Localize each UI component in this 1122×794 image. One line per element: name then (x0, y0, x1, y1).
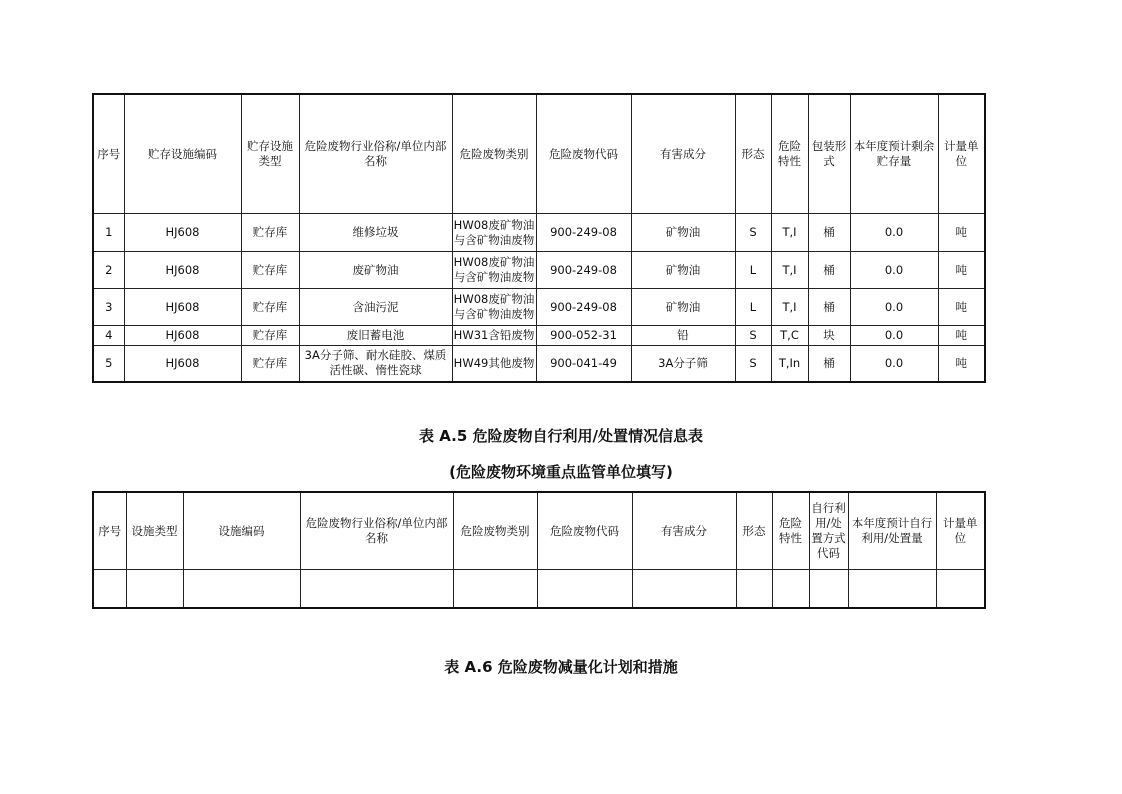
header-cell: 形态 (735, 94, 771, 214)
table-cell (453, 570, 537, 609)
table-cell: 2 (93, 252, 124, 289)
table-cell: HJ608 (124, 289, 241, 326)
table-cell: 3A分子筛 (631, 346, 735, 382)
table-cell: 废矿物油 (299, 252, 452, 289)
header-cell: 贮存设施编码 (124, 94, 241, 214)
table-row (93, 289, 985, 326)
table-cell: HW31含铅废物 (452, 326, 536, 346)
table-row (93, 252, 985, 289)
table-a5-subtitle: (危险废物环境重点监管单位填写) (449, 463, 673, 481)
table-cell: 3A分子筛、耐水硅胶、煤质活性碳、惰性瓷球 (299, 346, 452, 382)
table-cell: T,I (771, 252, 808, 289)
table-cell: HW08废矿物油与含矿物油废物 (452, 252, 536, 289)
table-cell: 3 (93, 289, 124, 326)
header-cell: 危险废物类别 (452, 94, 536, 214)
header-cell: 形态 (736, 492, 772, 570)
table-cell: T,I (771, 214, 808, 252)
table-cell (183, 570, 300, 609)
table-cell: 5 (93, 346, 124, 382)
table-cell: 桶 (808, 252, 850, 289)
header-cell: 设施类型 (126, 492, 183, 570)
table-cell: T,I (771, 289, 808, 326)
table-cell: HJ608 (124, 326, 241, 346)
table-cell: HJ608 (124, 252, 241, 289)
header-cell: 危险废物类别 (453, 492, 537, 570)
table-row (93, 326, 985, 346)
table-row (93, 570, 985, 609)
table-cell: 0.0 (850, 214, 938, 252)
table-cell (93, 570, 126, 609)
table-cell (772, 570, 809, 609)
header-cell: 序号 (93, 94, 124, 214)
table-cell: 0.0 (850, 252, 938, 289)
table-cell: T,In (771, 346, 808, 382)
header-cell: 计量单位 (938, 94, 985, 214)
table-cell: 贮存库 (241, 289, 299, 326)
table-cell: 吨 (938, 214, 985, 252)
table-cell: 桶 (808, 214, 850, 252)
table-cell: 0.0 (850, 289, 938, 326)
header-cell: 贮存设施类型 (241, 94, 299, 214)
header-cell: 计量单位 (936, 492, 985, 570)
table-cell: HJ608 (124, 214, 241, 252)
table-cell: 矿物油 (631, 214, 735, 252)
table-cell: 废旧蓄电池 (299, 326, 452, 346)
header-cell: 有害成分 (631, 94, 735, 214)
table-a5-title: 表 A.5 危险废物自行利用/处置情况信息表 (419, 427, 703, 445)
header-cell: 危险废物行业俗称/单位内部名称 (300, 492, 453, 570)
table-cell: HW49其他废物 (452, 346, 536, 382)
table-cell (848, 570, 936, 609)
table-row (93, 346, 985, 382)
table-cell: 矿物油 (631, 289, 735, 326)
table-cell: L (735, 289, 771, 326)
header-cell: 危险特性 (771, 94, 808, 214)
table-cell: 吨 (938, 346, 985, 382)
table-cell: HW08废矿物油与含矿物油废物 (452, 214, 536, 252)
header-cell: 危险废物代码 (537, 492, 632, 570)
table-cell: 矿物油 (631, 252, 735, 289)
table-cell: 桶 (808, 346, 850, 382)
table-cell: 0.0 (850, 326, 938, 346)
self-disposal-info-table (92, 491, 986, 609)
table-cell (736, 570, 772, 609)
table-cell: 吨 (938, 252, 985, 289)
table-cell: 贮存库 (241, 346, 299, 382)
table-cell: 900-249-08 (536, 214, 631, 252)
table-cell: T,C (771, 326, 808, 346)
header-cell: 本年度预计剩余贮存量 (850, 94, 938, 214)
header-cell: 设施编码 (183, 492, 300, 570)
table-cell (537, 570, 632, 609)
table-a6-title: 表 A.6 危险废物减量化计划和措施 (444, 658, 678, 676)
table-cell: 1 (93, 214, 124, 252)
table-cell: S (735, 346, 771, 382)
table-cell: 贮存库 (241, 326, 299, 346)
header-cell: 危险特性 (772, 492, 809, 570)
table-cell: 900-249-08 (536, 252, 631, 289)
header-cell: 本年度预计自行利用/处置量 (848, 492, 936, 570)
table-cell: 贮存库 (241, 214, 299, 252)
table-header-row (93, 94, 985, 214)
table-cell: 桶 (808, 289, 850, 326)
header-cell: 有害成分 (632, 492, 736, 570)
header-cell: 危险废物行业俗称/单位内部名称 (299, 94, 452, 214)
table-cell (300, 570, 453, 609)
table-cell: HJ608 (124, 346, 241, 382)
header-cell: 危险废物代码 (536, 94, 631, 214)
table-cell: 铅 (631, 326, 735, 346)
header-cell: 序号 (93, 492, 126, 570)
table-cell: 维修垃圾 (299, 214, 452, 252)
table-cell: L (735, 252, 771, 289)
table-cell (809, 570, 848, 609)
table-cell: 块 (808, 326, 850, 346)
table-cell: 含油污泥 (299, 289, 452, 326)
table-cell: 4 (93, 326, 124, 346)
storage-info-table (92, 93, 986, 383)
table-cell: S (735, 214, 771, 252)
header-cell: 自行利用/处置方式代码 (809, 492, 848, 570)
table-cell: 900-041-49 (536, 346, 631, 382)
header-cell: 包装形式 (808, 94, 850, 214)
table-cell (126, 570, 183, 609)
table-cell: S (735, 326, 771, 346)
table-cell: 0.0 (850, 346, 938, 382)
table-cell: 900-052-31 (536, 326, 631, 346)
table-cell (936, 570, 985, 609)
table-cell (632, 570, 736, 609)
table-header-row (93, 492, 985, 570)
table-cell: 吨 (938, 289, 985, 326)
table-row (93, 214, 985, 252)
table-cell: 900-249-08 (536, 289, 631, 326)
table-cell: 吨 (938, 326, 985, 346)
table-cell: HW08废矿物油与含矿物油废物 (452, 289, 536, 326)
table-cell: 贮存库 (241, 252, 299, 289)
